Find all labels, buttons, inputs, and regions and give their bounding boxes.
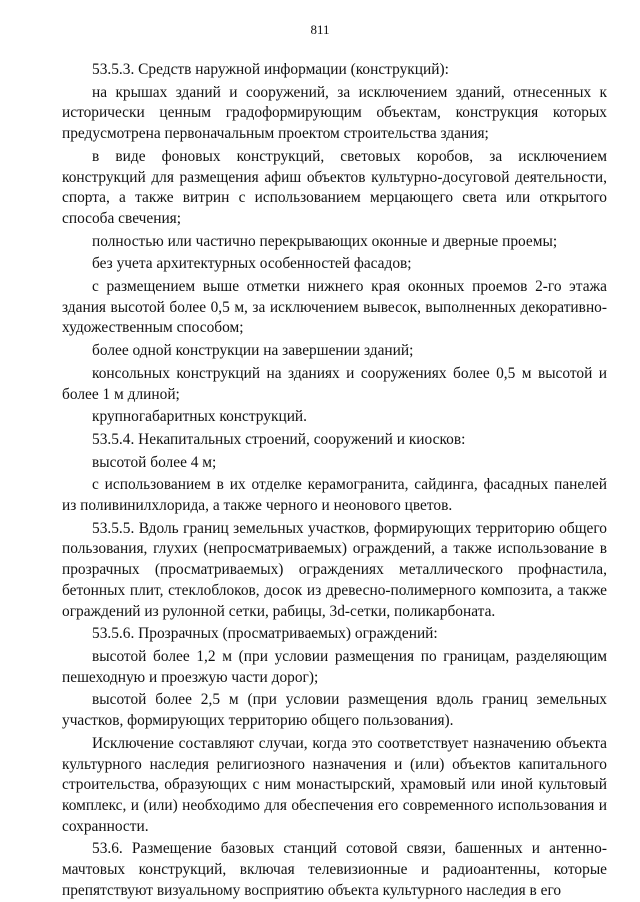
page-number: 811 bbox=[310, 22, 330, 37]
paragraph: в виде фоновых конструкций, световых коробов, за исключением конструкций для размещения афиш объектов культурно-досуговой деятельности, спорта, а также витрин с использованием мерцающего света или открытого способа свечения; bbox=[62, 147, 607, 227]
paragraph: с использованием в их отделке керамогранита, сайдинга, фасадных панелей из поливинилхлорида, а также черного и неонового цветов. bbox=[62, 476, 607, 515]
paragraph-53-5-5: 53.5.5. Вдоль границ земельных участков, формирующих территорию общего пользования, глухих (непросматриваемых) ограждений, а также использование в прозрачных (просматриваемых) ограждениях металлического профнастила, бетонных плит, стеклоблоков, досок из древесно-полимерного композита, а также ограждений из рулонной сетки, рабицы, 3d-сетки, поликарбоната. bbox=[62, 519, 607, 620]
paragraph-exception: Исключение составляют случаи, когда это соответствует назначению объекта культурного наследия религиозного назначения и (или) объектов капитального строительства, образующих с ним монастырский, храмовый или иной культовый комплекс, и (или) необходимо для обеспечения его современного использования и сохранности. bbox=[62, 734, 607, 835]
paragraph: крупногабаритных конструкций. bbox=[92, 408, 308, 426]
document-body bbox=[62, 60, 607, 901]
paragraph: консольных конструкций на зданиях и сооружениях более 0,5 м высотой и более 1 м длиной; bbox=[62, 364, 607, 403]
paragraph-53-6: 53.6. Размещение базовых станций сотовой связи, башенных и антенно-мачтовых конструкций, включая телевизионные и радиоантенны, которые препятствуют визуальному восприятию объекта культурного наследия в его bbox=[62, 840, 607, 899]
paragraph-53-5-6-heading: 53.5.6. Прозрачных (просматриваемых) ограждений: bbox=[92, 625, 438, 643]
paragraph: высотой более 2,5 м (при условии размещения вдоль границ земельных участков, формирующих территорию общего пользования). bbox=[62, 691, 607, 730]
paragraph: высотой более 1,2 м (при условии размещения по границам, разделяющим пешеходную и проезжую части дорог); bbox=[62, 647, 607, 686]
paragraph-53-5-4-heading: 53.5.4. Некапитальных строений, сооружений и киосков: bbox=[92, 430, 466, 448]
paragraph: полностью или частично перекрывающих оконные и дверные проемы; bbox=[92, 232, 558, 250]
paragraph-53-5-3-heading: 53.5.3. Средств наружной информации (конструкций): bbox=[92, 61, 449, 78]
paragraph: высотой более 4 м; bbox=[92, 453, 217, 471]
paragraph: без учета архитектурных особенностей фасадов; bbox=[92, 255, 412, 273]
paragraph: на крышах зданий и сооружений, за исключением зданий, отнесенных к исторически ценным градоформирующим объектам, конструкция которых предусмотрена первоначальным проектом строительства здания; bbox=[62, 83, 607, 143]
paragraph: более одной конструкции на завершении зданий; bbox=[92, 342, 414, 360]
paragraph: с размещением выше отметки нижнего края оконных проемов 2-го этажа здания высотой более 0,5 м, за исключением вывесок, выполненных декоративно-художественным способом; bbox=[62, 278, 607, 337]
